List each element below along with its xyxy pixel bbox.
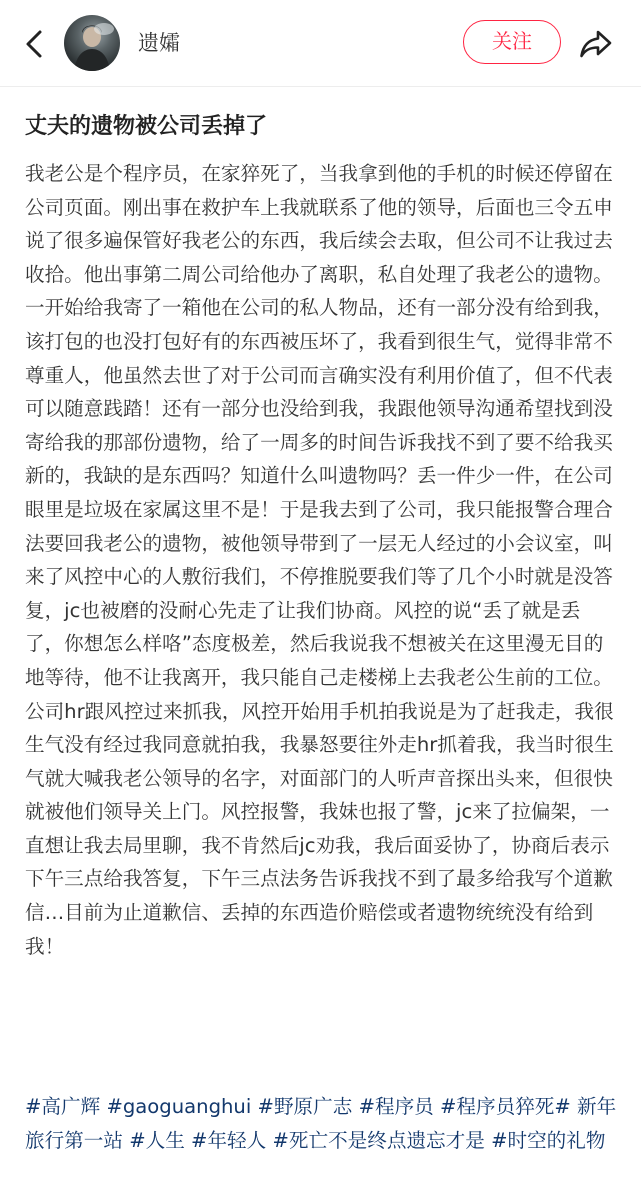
- author-name[interactable]: 遗孀: [138, 31, 180, 55]
- avatar-image: [64, 15, 120, 71]
- tag-link[interactable]: #野原广志: [257, 1095, 353, 1118]
- post-body: 我老公是个程序员，在家猝死了，当我拿到他的手机的时候还停留在公司页面。刚出事在救护车上我就联系了他的领导，后面也三令五申说了很多遍保管好我老公的东西，我后续会去取，但公司不让我过去收拾。他出事第二周公司给他办了离职，私自处理了我老公的遗物。一开始给我寄了一箱他在公司的私人物品，还有一部分没有给到我，该打包的也没打包好有的东西被压坏了，我看到很生气，觉得非常不尊重人，他虽然去世了对于公司而言确实没有利用价值了，但不代表可以随意践踏！还有一部分也没给到我，我跟他领导沟通希望找到没寄给我的那部份遗物，给了一周多的时间告诉我找不到了要不给我买新的，我缺的是东西吗？知道什么叫遗物吗？丢一件少一件，在公司眼里是垃圾在家属这里不是！于是我去到了公司，我只能报警合理合法要回我老公的遗物，被他领导带到了一层无人经过的小会议室，叫来了风控中心的人敷衍我们，不停推脱要我们等了几个小时就是没答复，jc也被磨的没耐心先走了让我们协商。风控的说“丢了就是丢了，你想怎么样咯”态度极差，然后我说我不想被关在这里漫无目的地等待，他不让我离开，我只能自己走楼梯上去我老公生前的工位。公司hr跟风控过来抓我，风控开始用手机拍我说是为了赶我走，我很生气没有经过我同意就拍我，我暴怒要往外走hr抓着我，我当时很生气就大喊我老公领导的名字，对面部门的人听声音探出头来，但很快就被他们领导关上门。风控报警，我妹也报了警，jc来了拉偏架，一直想让我去局里聊，我不肯然后jc劝我，我后面妥协了，协商后表示下午三点给我答复，下午三点法务告诉我找不到了最多给我写个道歉信…目前为止道歉信、丢掉的东西造价赔偿或者遗物统统没有给到我！: [25, 162, 614, 958]
- header-divider: [0, 86, 641, 87]
- back-button[interactable]: [14, 24, 54, 64]
- tag-link[interactable]: #年轻人: [191, 1128, 267, 1152]
- top-bar: [0, 0, 641, 86]
- tag-link[interactable]: 新年旅行第一站: [25, 1095, 617, 1152]
- post-title: 丈夫的遗物被公司丢掉了: [25, 114, 268, 139]
- tag-link[interactable]: #人生: [129, 1128, 185, 1152]
- share-arrow-icon: [579, 29, 613, 59]
- chevron-left-icon: [23, 29, 45, 59]
- tag-link[interactable]: #死亡不是终点遗忘才是: [272, 1128, 485, 1152]
- tag-link[interactable]: #高广辉: [25, 1095, 101, 1118]
- share-button[interactable]: [576, 24, 616, 64]
- tag-link[interactable]: #gaoguanghui: [106, 1095, 252, 1118]
- tag-link[interactable]: #时空的礼物: [491, 1128, 606, 1152]
- tag-list: [25, 1090, 625, 1157]
- avatar[interactable]: [64, 15, 120, 71]
- follow-button[interactable]: 关注: [463, 20, 561, 64]
- tag-link[interactable]: #程序员: [358, 1095, 434, 1118]
- tag-link[interactable]: #程序员猝死#: [440, 1095, 571, 1118]
